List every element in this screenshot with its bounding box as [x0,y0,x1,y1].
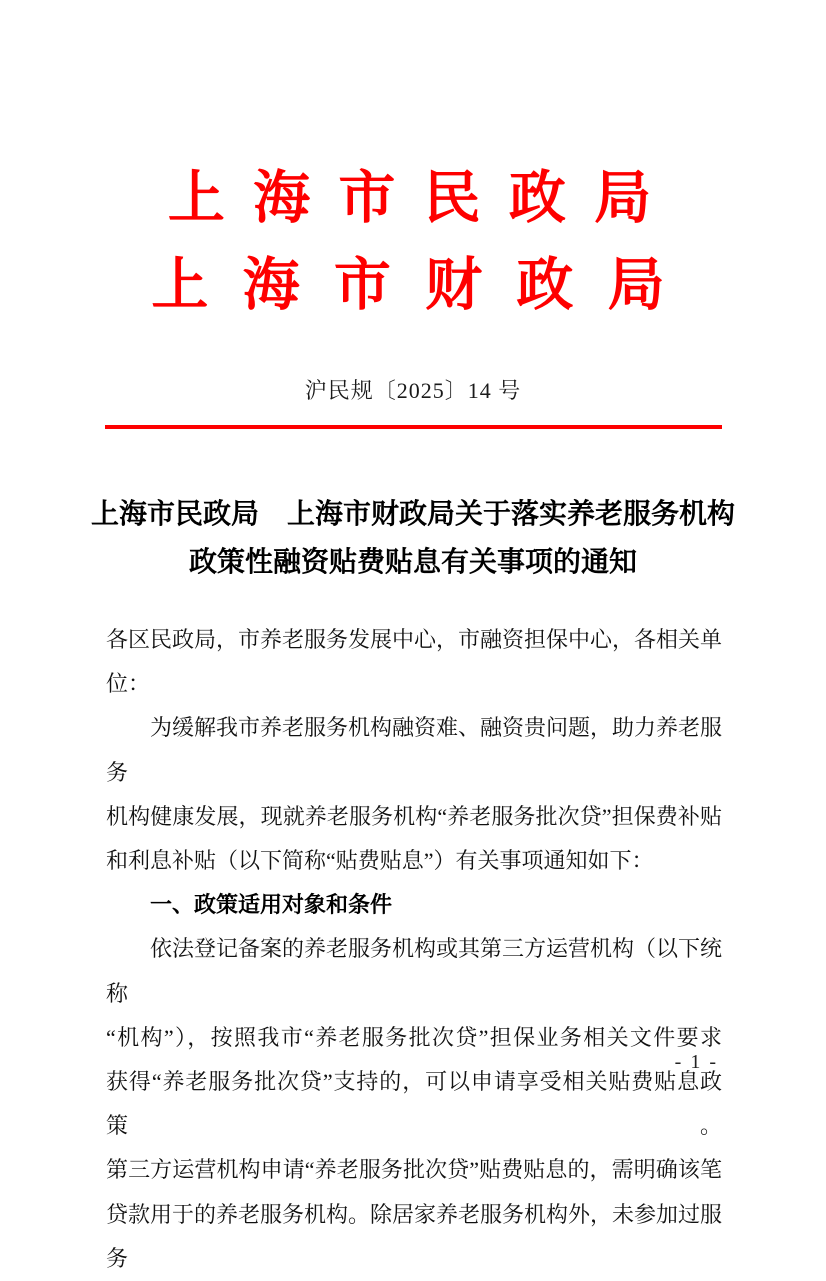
document-number: 沪民规〔2025〕14 号 [304,378,522,403]
body-line: 获得“养老服务批次贷”支持的，可以申请享受相关贴费贴息政策。 [106,1069,722,1139]
body-line: 第三方运营机构申请“养老服务批次贷”贴费贴息的，需明确该笔 [106,1157,722,1183]
document-body [106,618,722,1281]
body-line: 各区民政局，市养老服务发展中心，市融资担保中心，各相关单位： [106,627,723,697]
body-line: 依法登记备案的养老服务机构或其第三方运营机构（以下统称 [106,936,723,1006]
page-number: - 1 - [674,1051,718,1073]
body-line: 和利息补贴（以下简称“贴费贴息”）有关事项通知如下： [106,848,654,874]
document-title-line-1: 上海市民政局 上海市财政局关于落实养老服务机构 [90,499,735,530]
body-line: 为缓解我市养老服务机构融资难、融资贵问题，助力养老服务 [106,715,723,785]
letterhead-line-finance-bureau: 上 海 市 财 政 局 [151,254,675,317]
red-separator-line [105,425,722,429]
body-line: 机构健康发展，现就养老服务机构“养老服务批次贷”担保费补贴 [106,803,722,829]
body-line: 贷款用于的养老服务机构。除居家养老服务机构外，未参加过服务 [106,1201,723,1271]
letterhead-line-civil-affairs-bureau: 上 海 市 民 政 局 [167,167,659,230]
letterhead [0,0,826,315]
body-line: “机构”），按照我市“养老服务批次贷”担保业务相关文件要求 [106,1024,722,1050]
section-heading: 一、政策适用对象和条件 [150,892,393,918]
document-title [0,491,826,587]
document-title-line-2: 政策性融资贴费贴息有关事项的通知 [188,547,637,578]
